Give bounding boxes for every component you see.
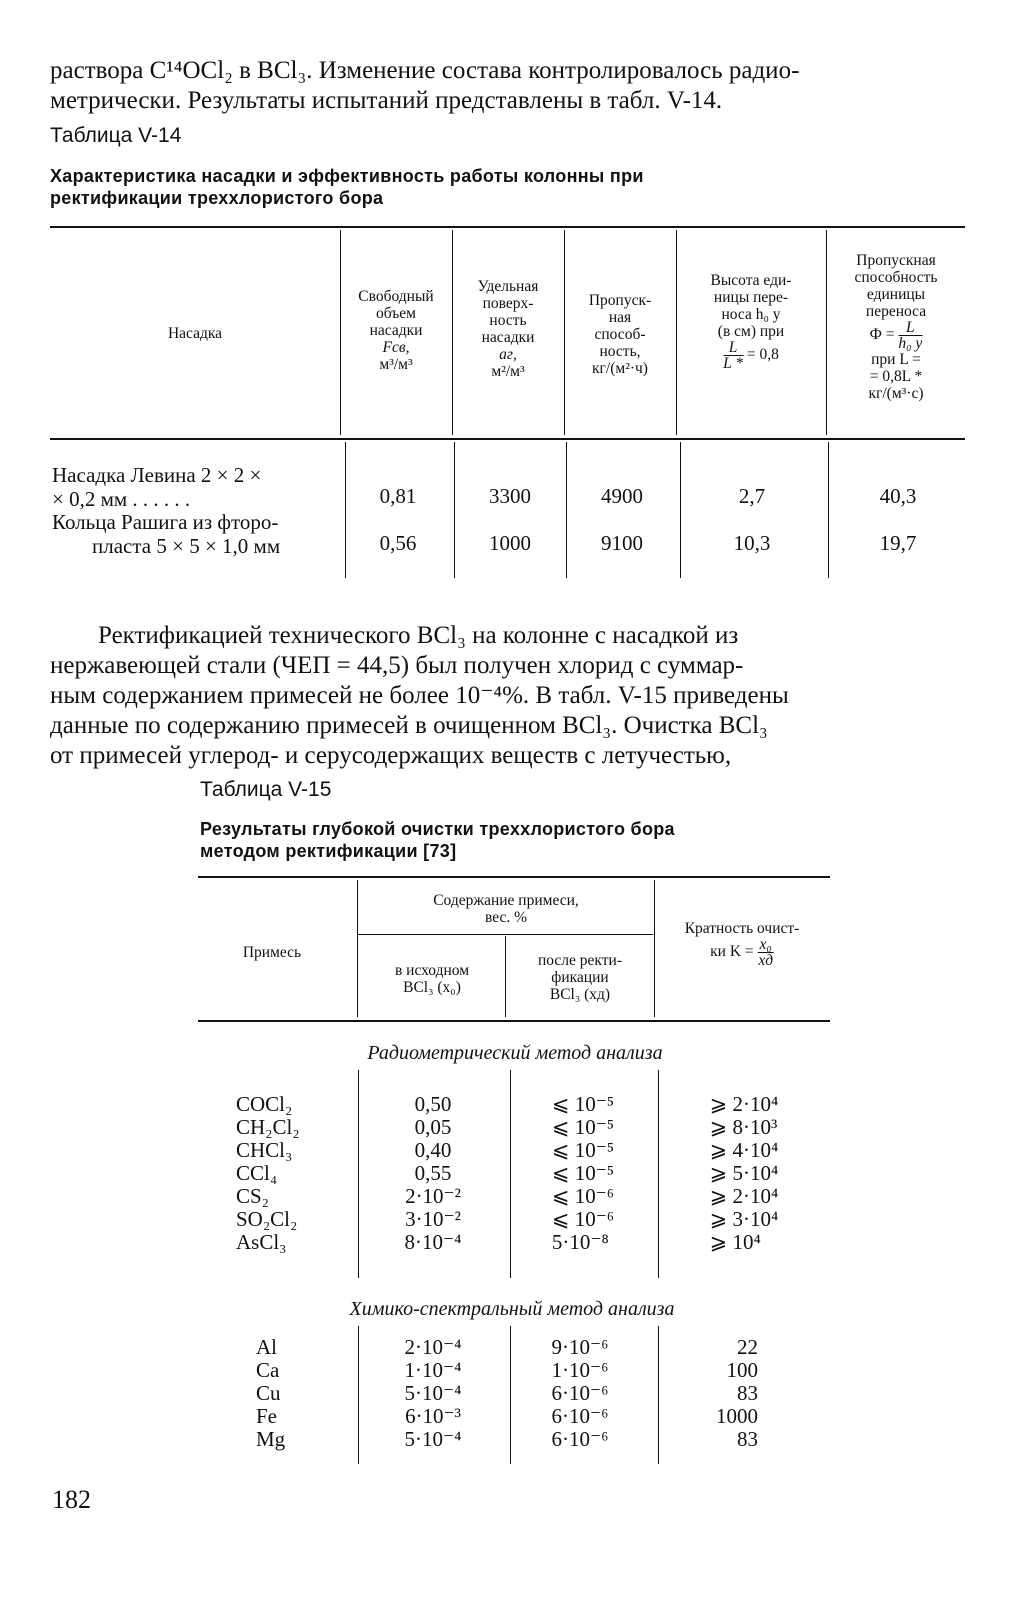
table15-vline — [505, 936, 506, 1017]
table15-radiometric-initial: 0,50 0,05 0,40 0,55 2·10⁻² 3·10⁻² 8·10⁻⁴ — [404, 1092, 462, 1254]
table14-row1-surface: 3300 — [489, 484, 531, 508]
table14-row2-free-volume: 0,56 — [379, 531, 417, 555]
table14-row2-name-line-1: Кольца Рашига из фторо- — [52, 510, 279, 534]
table14-row1-name-line-2: × 0,2 мм . . . . . . — [52, 487, 191, 511]
table-row: AsCl₃ — [236, 1230, 287, 1254]
body-line-3: ным содержанием примесей не более 10⁻⁴%. В табл. V-15 приведены — [50, 682, 789, 709]
table-row: CHCl₃ — [236, 1138, 293, 1162]
table15-header-ratio: Кратность очист- ки K = $\frac{\text{x₀}}{xд}$ — [684, 920, 800, 969]
table15-chemical-ratio: 22 100 83 1000 83 — [716, 1335, 758, 1451]
table15-radiometric-ratio: ⩾ 2·10⁴ ⩾ 8·10³ ⩾ 4·10⁴ ⩾ 5·10⁴ ⩾ 2·10⁴ ⩾ 3·10⁴ ⩾ 10⁴ — [709, 1092, 779, 1254]
table14-row1-name-line-1: Насадка Левина 2 × 2 × — [52, 463, 262, 487]
body-line-2: нержавеющей стали (ЧЕП = 44,5) был получен хлорид с суммар- — [50, 652, 744, 679]
body-line-4: данные по содержанию примесей в очищенном BCl₃. Очистка BCl₃ — [50, 712, 768, 739]
table14-vline — [452, 230, 453, 435]
table14-header-transfer-capacity: Пропускная способность единицы переноса Ф = $\frac{L}{\text{h₀ y}}$ при L = = 0,8L * кг/(м³·с) — [854, 252, 938, 402]
table15-vline — [510, 1070, 511, 1278]
table15-vline — [358, 1326, 359, 1464]
table14-header-transfer-height: Высота еди- ницы пере- носа h₀ y (в см) при $\frac{L}{L *}$ = 0,8 — [710, 272, 792, 372]
table15-title-line-1: Результаты глубокой очистки треххлористого бора — [200, 819, 675, 839]
table15-header-impurity: Примесь — [242, 944, 302, 961]
table15-vline — [658, 1070, 659, 1278]
table15-chemical-names — [256, 1336, 285, 1451]
table14-vline — [676, 230, 677, 435]
table15-vline — [358, 1070, 359, 1278]
table14-row2-capacity: 19,7 — [879, 531, 917, 555]
table15-vline — [357, 880, 358, 1017]
table14-vline — [566, 442, 567, 578]
table15-chemical-initial: 2·10⁻⁴ 1·10⁻⁴ 5·10⁻⁴ 6·10⁻³ 5·10⁻⁴ — [404, 1335, 462, 1451]
table-row: Ca — [256, 1358, 280, 1382]
table14-row1-throughput: 4900 — [601, 484, 643, 508]
table-row: Cu — [256, 1381, 281, 1405]
table14-caption: Таблица V-14 — [50, 124, 182, 147]
table-row: CH₂Cl₂ — [236, 1115, 300, 1139]
table15-subheader-rule — [358, 934, 653, 935]
table15-radiometric-names — [236, 1093, 300, 1254]
table14-title-line-2: ректификации треххлористого бора — [50, 188, 384, 208]
table15-chemical-after: 9·10⁻⁶ 1·10⁻⁶ 6·10⁻⁶ 6·10⁻⁶ 6·10⁻⁶ — [551, 1335, 609, 1451]
table14-vline — [680, 442, 681, 578]
table15-header-content: Содержание примеси, вес. % — [433, 892, 579, 926]
table14-header-rule — [50, 438, 965, 440]
table15-section-chemical: Химико-спектральный метод анализа — [349, 1298, 675, 1320]
table-row: SO₂Cl₂ — [236, 1207, 298, 1231]
table-row: CS₂ — [236, 1184, 270, 1208]
table14-title-line-1: Характеристика насадки и эффективность работы колонны при — [50, 166, 644, 186]
body-line-5: от примесей углерод- и серусодержащих веществ с летучестью, — [50, 742, 732, 769]
table14-vline — [826, 230, 827, 435]
table15-radiometric-after: ⩽ 10⁻⁵ ⩽ 10⁻⁵ ⩽ 10⁻⁵ ⩽ 10⁻⁵ ⩽ 10⁻⁶ ⩽ 10⁻⁶ 5·10⁻⁸ — [551, 1092, 615, 1254]
table14-header-free-volume: Свободный объем насадки Fсв, м³/м³ — [358, 288, 434, 373]
table-row: Fe — [256, 1404, 277, 1428]
table14-row1-height: 2,7 — [738, 484, 766, 508]
table15-header-after: после ректи- фикации BCl₃ (xд) — [538, 952, 622, 1003]
table14-header-throughput: Пропуск- ная способ- ность, кг/(м²·ч) — [588, 292, 652, 377]
table-row: CCl₄ — [236, 1161, 278, 1185]
table15-caption: Таблица V-15 — [200, 778, 332, 801]
table15-title-line-2: методом ректификации [73] — [200, 841, 457, 861]
table14-top-rule — [50, 226, 965, 228]
table-row: Al — [256, 1335, 277, 1359]
table14-header-surface: Удельная поверх- ность насадки aг, м²/м³ — [477, 278, 539, 380]
table15-section-radiometric: Радиометрический метод анализа — [367, 1042, 663, 1064]
page-number: 182 — [52, 1485, 91, 1514]
intro-line-2: метрически. Результаты испытаний представлены в табл. V-14. — [50, 87, 723, 114]
table14-header-packing: Насадка — [167, 325, 223, 342]
table15-header-initial: в исходном BCl₃ (x₀) — [394, 962, 470, 996]
table15-top-rule — [198, 876, 830, 878]
table15-vline — [654, 880, 655, 1017]
table14-row1-capacity: 40,3 — [879, 484, 917, 508]
table15-vline — [510, 1326, 511, 1464]
table14-row1-free-volume: 0,81 — [379, 484, 417, 508]
table14-vline — [828, 442, 829, 578]
table15-header-rule — [198, 1020, 830, 1022]
table14-row2-height: 10,3 — [733, 531, 771, 555]
table14-vline — [345, 442, 346, 578]
table14-row2-throughput: 9100 — [601, 531, 643, 555]
table14-row2-surface: 1000 — [489, 531, 531, 555]
table14-vline — [454, 442, 455, 578]
intro-line-1: раствора C¹⁴OCl₂ в BCl₃. Изменение состава контролировалось радио- — [50, 57, 800, 84]
table14-vline — [564, 230, 565, 435]
table14-row2-name-line-2: пласта 5 × 5 × 1,0 мм — [92, 534, 281, 558]
table-row: COCl₂ — [236, 1092, 293, 1116]
table-row: Mg — [256, 1427, 286, 1451]
table15-vline — [658, 1326, 659, 1464]
table14-vline — [340, 230, 341, 435]
body-line-1: Ректификацией технического BCl₃ на колонне с насадкой из — [98, 622, 739, 649]
